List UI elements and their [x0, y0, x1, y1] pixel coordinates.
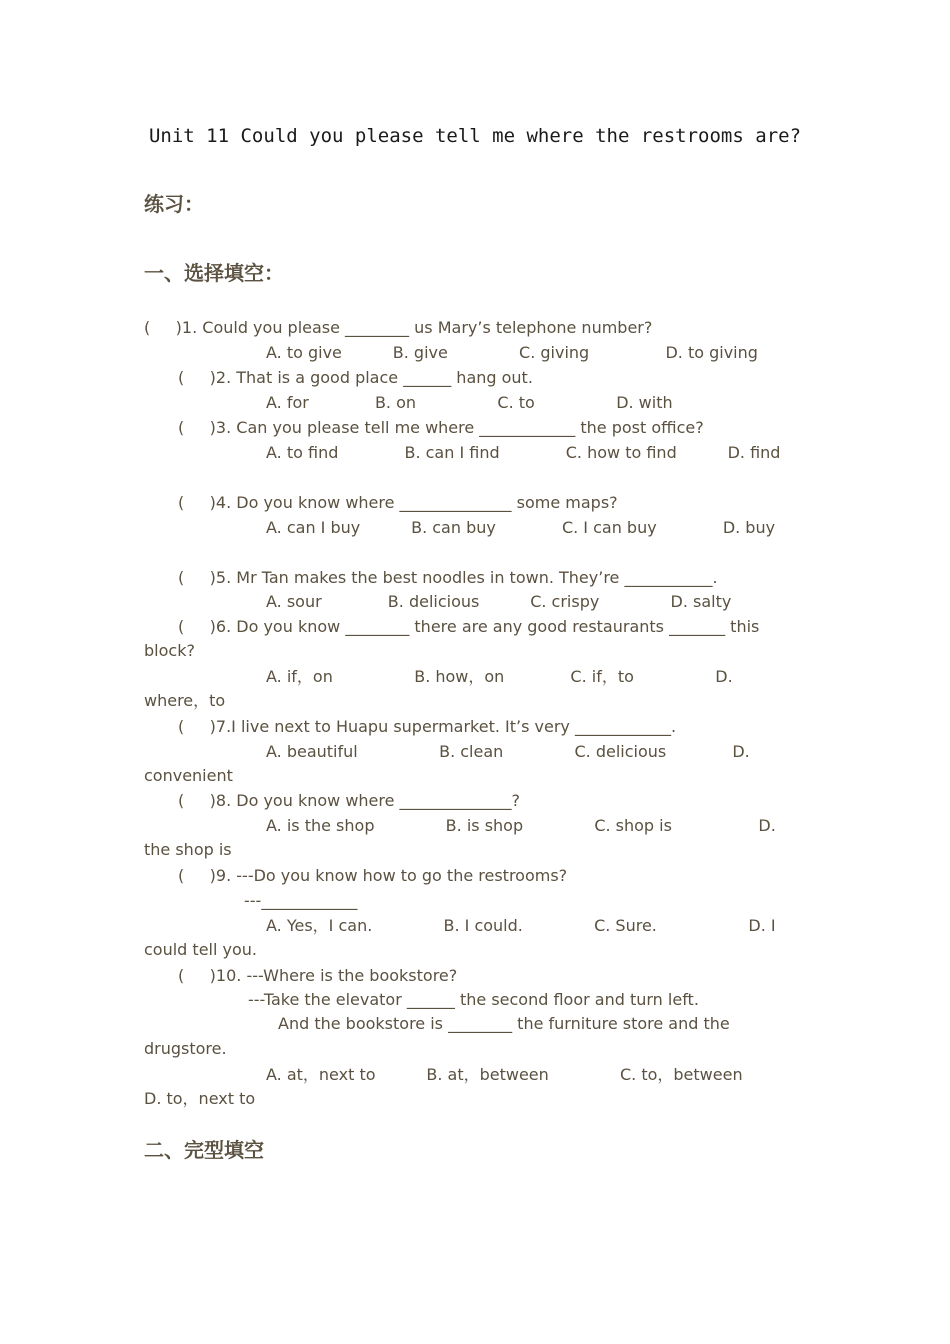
- exercise-line-q4o: A. can I buy B. can buy C. I can buy D. buy: [266, 518, 776, 537]
- exercise-line-q6: ( )6. Do you know ________ there are any good restaurants _______ this: [178, 617, 760, 636]
- section-2-title: 二、完型填空: [144, 1138, 264, 1162]
- exercise-line-q10o: A. at，next to B. at，between C. to，between: [266, 1065, 743, 1084]
- exercise-line-q10d: drugstore.: [144, 1039, 227, 1058]
- practice-heading: 练习：: [144, 192, 204, 216]
- exercise-line-q9o: A. Yes，I can. B. I could. C. Sure. D. I: [266, 916, 776, 935]
- exercise-line-q10: ( )10. ---Where is the bookstore?: [178, 966, 458, 985]
- exercise-line-q2: ( )2. That is a good place ______ hang out.: [178, 368, 533, 387]
- exercise-line-q3o: A. to find B. can I find C. how to find D. find: [266, 443, 781, 462]
- exercise-line-q5: ( )5. Mr Tan makes the best noodles in town. They’re ___________.: [178, 568, 718, 587]
- exercise-line-q1: ( )1. Could you please ________ us Mary’s telephone number?: [144, 318, 653, 337]
- exercise-line-q7: ( )7.I live next to Huapu supermarket. It’s very ____________.: [178, 717, 677, 736]
- exercise-line-q8o: A. is the shop B. is shop C. shop is D.: [266, 816, 776, 835]
- exercise-line-q10c: And the bookstore is ________ the furniture store and the: [278, 1014, 730, 1033]
- exercise-line-q9c: could tell you.: [144, 940, 257, 959]
- exercise-line-q7b: convenient: [144, 766, 233, 785]
- exercise-line-q8: ( )8. Do you know where ______________?: [178, 791, 521, 810]
- exercise-line-q9b: ---____________: [244, 891, 358, 910]
- exercise-line-q10b: ---Take the elevator ______ the second floor and turn left.: [248, 990, 699, 1009]
- section-1-title: 一、选择填空：: [144, 261, 284, 285]
- exercise-line-q9: ( )9. ---Do you know how to go the restrooms?: [178, 866, 568, 885]
- exercise-line-q5o: A. sour B. delicious C. crispy D. salty: [266, 592, 732, 611]
- exercise-line-q2o: A. for B. on C. to D. with: [266, 393, 673, 412]
- exercise-line-q3: ( )3. Can you please tell me where ____________ the post office?: [178, 418, 704, 437]
- exercise-line-q6o: A. if，on B. how，on C. if，to D.: [266, 667, 733, 686]
- exercise-line-q1o: A. to give B. give C. giving D. to giving: [266, 343, 758, 362]
- exercise-line-q6c: where，to: [144, 691, 226, 710]
- exercise-line-q6b: block?: [144, 641, 195, 660]
- exercise-line-q7o: A. beautiful B. clean C. delicious D.: [266, 742, 750, 761]
- document-title: Unit 11 Could you please tell me where the restrooms are?: [148, 125, 802, 147]
- exercise-line-q4: ( )4. Do you know where ______________ some maps?: [178, 493, 618, 512]
- exercise-line-q8b: the shop is: [144, 840, 232, 859]
- exercise-line-q10e: D. to，next to: [144, 1089, 256, 1108]
